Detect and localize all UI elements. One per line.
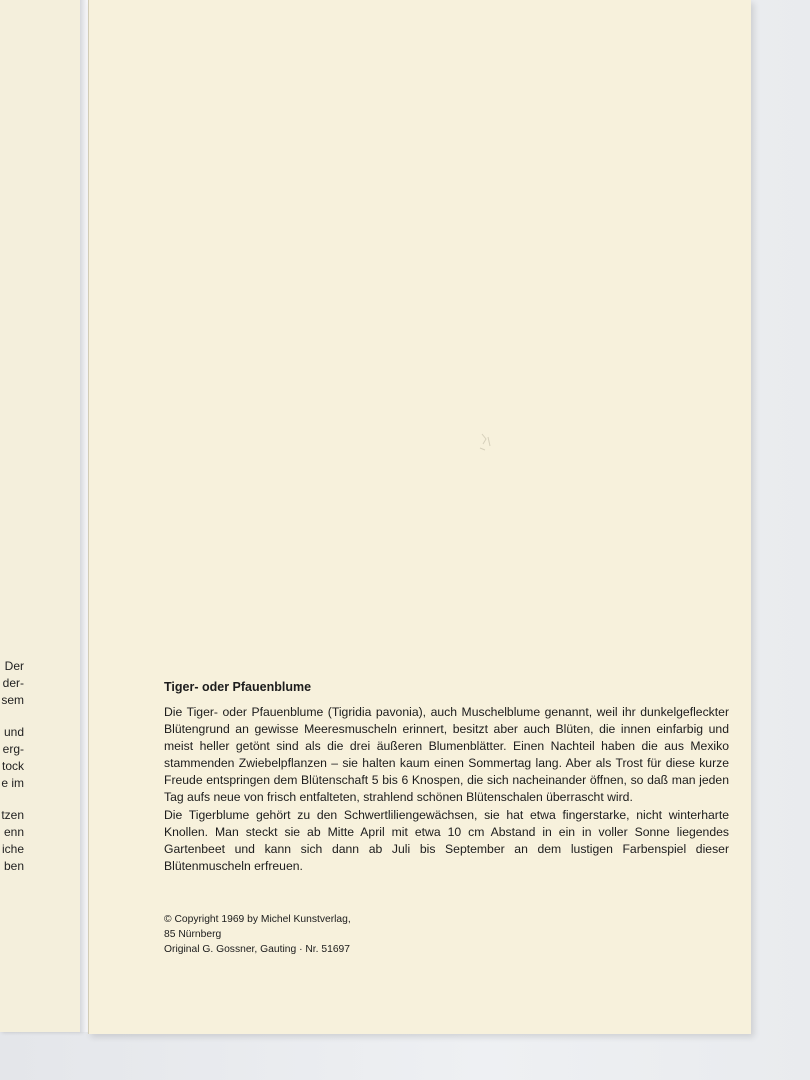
right-card <box>88 0 751 1034</box>
text-fragment: e im <box>1 776 24 790</box>
body-paragraph: Die Tigerblume gehört zu den Schwertliliengewächsen, sie hat etwa fingerstarke, nicht winterharte Knollen. Man steckt sie ab Mitte April mit etwa 10 cm Abstand in ein in voller Sonne liegendes Gartenbeet und kann sich dann ab Juli bis September an dem lustigen Farbenspiel dieser Blütenmuscheln erfreuen. <box>164 807 729 873</box>
paper-blemish <box>477 430 495 452</box>
copyright-line: © Copyright 1969 by Michel Kunstverlag, <box>164 914 351 925</box>
text-fragment: der- <box>2 676 24 690</box>
text-fragment: sem <box>1 693 24 707</box>
text-fragment: iche <box>1 842 24 856</box>
text-fragment: tock <box>1 759 24 773</box>
copyright-block <box>164 912 424 957</box>
publisher-location: 85 Nürnberg <box>164 929 222 940</box>
text-fragment: enn <box>3 825 24 839</box>
card-title: Tiger- oder Pfauenblume <box>164 680 312 694</box>
text-fragment: und <box>3 725 24 739</box>
text-fragment: tzen <box>1 808 24 822</box>
text-fragment: Der <box>4 659 24 673</box>
paragraph-gap <box>0 709 24 724</box>
text-fragment: ben <box>3 859 24 873</box>
left-card <box>0 0 81 1032</box>
left-card-text-fragments <box>0 658 24 875</box>
description-block <box>164 680 729 875</box>
text-fragment: erg- <box>2 742 24 756</box>
body-paragraph: Die Tiger- oder Pfauenblume (Tigridia pavonia), auch Muschelblume genannt, weil ihr dunkelgefleckter Blütengrund an gewisse Meeresmuscheln erinnert, besitzt aber auch Blüten, die innen einfarbig und meist heller getönt sind als die drei äußeren Blumenblätter. Einen Nachteil haben die aus Mexiko stammenden Zwiebelpflanzen – sie halten kaum einen Sommertag lang. Aber als Trost für diese kurze Freude entspringen dem Blütenschaft 5 bis 6 Knospen, die sich nacheinander öffnen, so daß man jeden Tag aufs neue von frisch entfalteten, strahlend schönen Blütenschalen überrascht wird. <box>164 705 729 805</box>
paragraph-gap <box>0 792 24 807</box>
original-credit: Original G. Gossner, Gauting · Nr. 51697 <box>164 944 351 955</box>
